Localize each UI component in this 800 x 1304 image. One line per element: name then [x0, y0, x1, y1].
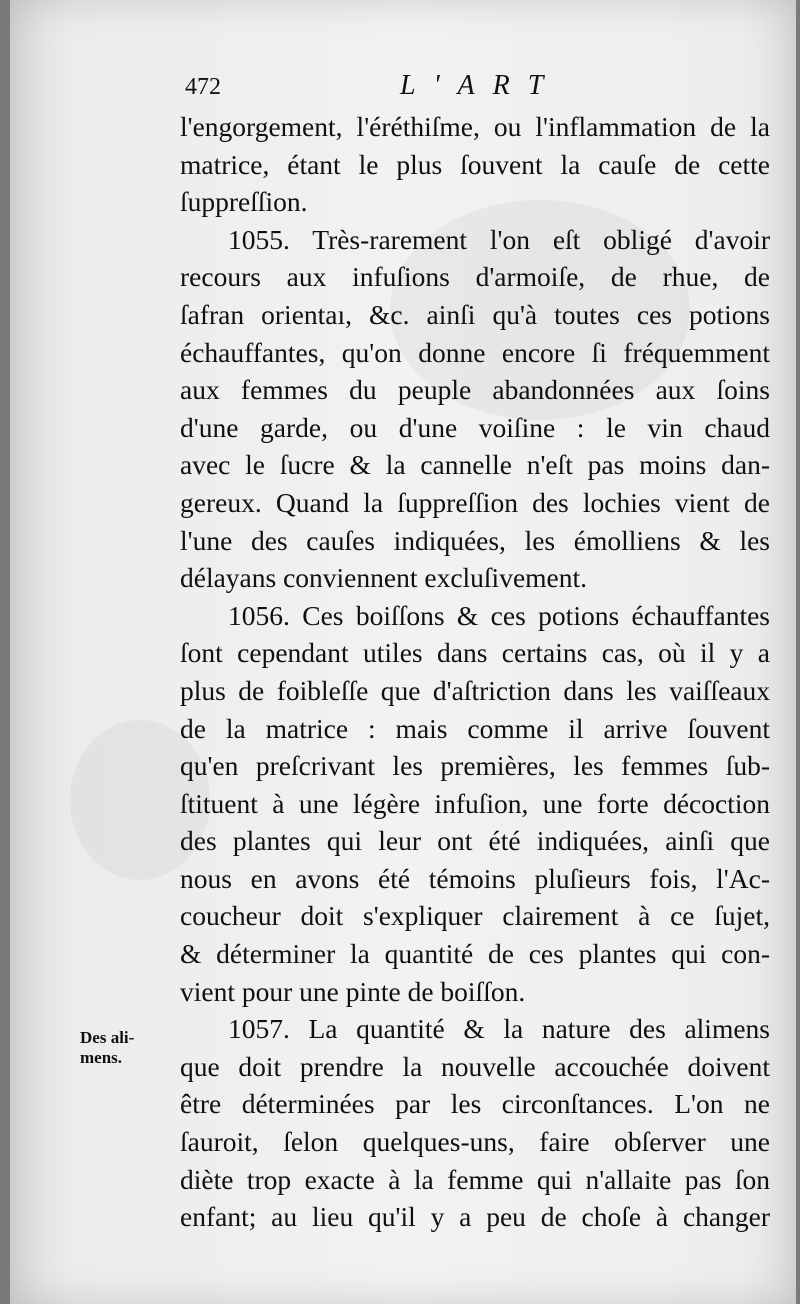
text-line: ſauroit, ſelon quelques-uns, faire obſerver une: [180, 1126, 770, 1158]
text-line: vient pour une pinte de boiſſon.: [180, 975, 526, 1007]
text-line: & déterminer la quantité de ces plantes qui con-: [180, 938, 770, 970]
text-line: ſafran orientaı, &c. ainſi qu'à toutes ces potions: [180, 298, 770, 330]
text-line: ſuppreſſion.: [180, 186, 308, 218]
text-line: gereux. Quand la ſuppreſſion des lochies vient de: [180, 486, 770, 518]
text-line: recours aux infuſions d'armoiſe, de rhue, de: [180, 261, 770, 293]
book-page: [10, 0, 796, 1304]
text-line: diète trop exacte à la femme qui n'allaite pas ſon: [180, 1163, 770, 1195]
text-line: qu'en preſcrivant les premières, les femmes ſub-: [180, 750, 770, 782]
margin-note: [80, 1028, 170, 1068]
text-line: échauffantes, qu'on donne encore ſi fréquemment: [180, 336, 770, 368]
text-line: être déterminées par les circonſtances. L'on ne: [180, 1088, 770, 1120]
text-line: matrice, étant le plus ſouvent la cauſe de cette: [180, 148, 770, 180]
text-line: l'une des cauſes indiquées, les émolliens & les: [180, 524, 770, 556]
text-line: enfant; au lieu qu'il y a peu de choſe à changer: [180, 1201, 770, 1233]
text-line: aux femmes du peuple abandonnées aux ſoins: [180, 374, 770, 406]
body-text: [180, 108, 770, 1236]
text-line: ſont cependant utiles dans certains cas, où il y a: [180, 637, 770, 669]
text-line: des plantes qui leur ont été indiquées, ainſi que: [180, 825, 770, 857]
margin-note-line: mens.: [80, 1048, 123, 1067]
text-line: que doit prendre la nouvelle accouchée doivent: [180, 1050, 770, 1082]
text-line: d'une garde, ou d'une voiſine : le vin chaud: [180, 411, 770, 443]
text-line: 1055. Très-rarement l'on eſt obligé d'avoir: [228, 223, 770, 255]
text-line: 1056. Ces boiſſons & ces potions échauffantes: [228, 599, 770, 631]
page-number: 472: [185, 74, 221, 100]
text-line: délayans conviennent excluſivement.: [180, 562, 588, 594]
text-line: ſtituent à une légère infuſion, une forte décoction: [180, 787, 770, 819]
text-line: coucheur doit s'expliquer clairement à ce ſujet,: [180, 900, 770, 932]
margin-note-line: Des ali-: [80, 1028, 135, 1047]
page-header: [10, 70, 796, 106]
text-line: nous en avons été témoins pluſieurs fois, l'Ac-: [180, 862, 770, 894]
text-line: plus de foibleſſe que d'aſtriction dans les vaiſſeaux: [180, 674, 770, 706]
running-title: L'ART: [400, 70, 562, 101]
text-line: de la matrice : mais comme il arrive ſouvent: [180, 712, 770, 744]
text-line: 1057. La quantité & la nature des alimens: [228, 1013, 770, 1045]
text-line: avec le ſucre & la cannelle n'eſt pas moins dan-: [180, 449, 770, 481]
text-line: l'engorgement, l'éréthiſme, ou l'inflammation de la: [180, 111, 770, 142]
